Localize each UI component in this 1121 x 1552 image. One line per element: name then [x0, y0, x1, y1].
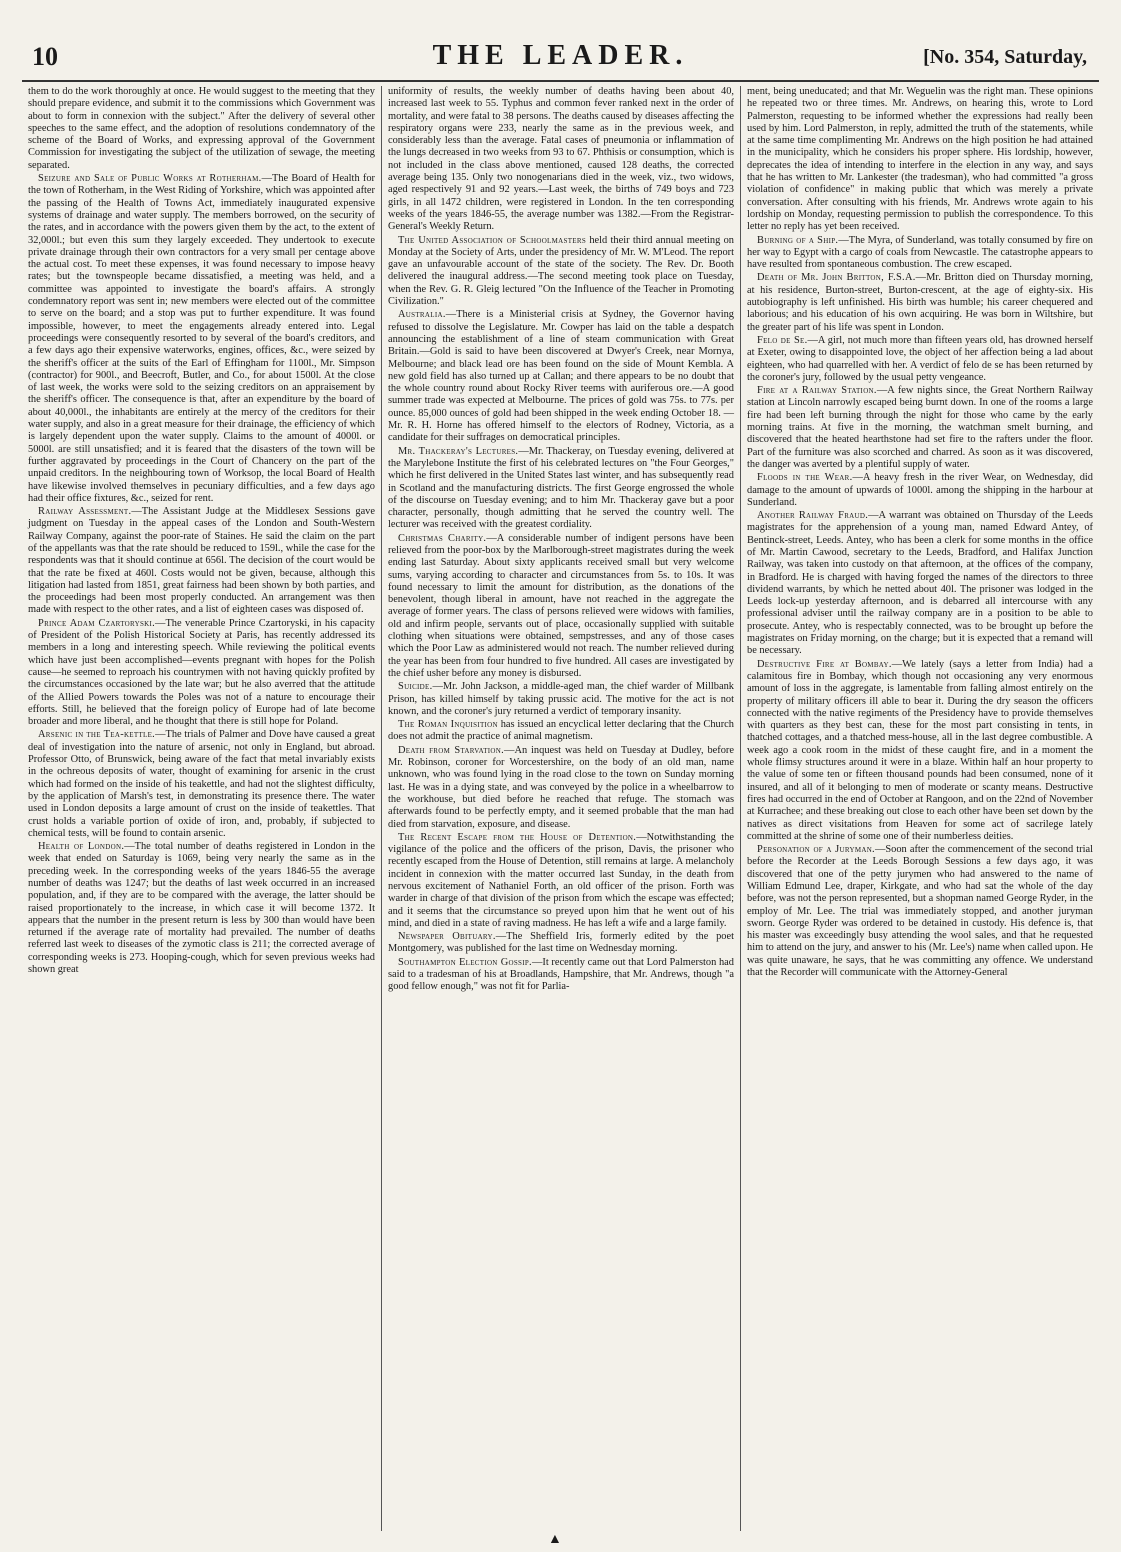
article-paragraph: [28, 618, 375, 729]
article-headline: Another Railway Fraud.: [757, 510, 869, 522]
article-text: —Mr. Thackeray, on Tuesday evening, delivered at the Marylebone Institute the first of his celebrated lectures on "the Four Georges," which he first delivered in the United States last winter, and has subsequently read in Scotland and the manufacturing districts. The first George engrossed the whole of the discourse on Tuesday evening; and to him Mr. Thackeray gave but a poor character, personally, though admitting that he served the country well. The lecturer was received with the greatest cordiality.: [388, 445, 734, 531]
article-text: them to do the work thoroughly at once. He would suggest to the meeting that they should prepare evidence, and submit it to the commissions which Government was about to form in connexion with the subject." After the delivery of several other speeches to the same effect, and the adoption of resolutions condemnatory of the scheme of the Board of Works, and expressing approval of the Government Commission for investigating the subject of the utilization of sewage, the meeting separated.: [28, 86, 375, 171]
article-text: held their third annual meeting on Monday at the Society of Arts, under the presidency of Mr. W. M'Leod. The report gave an unfavourable account of the state of the society. The Rev. Dr. Booth delivered the inaugural address.—The second meeting took place on Tuesday, when the Rev. G. R. Gleig lectured "On the Influence of the Teacher in Promoting Civilization.": [388, 234, 734, 308]
article-text: —The trials of Palmer and Dove have caused a great deal of investigation into the nature of arsenic, not only in England, but abroad. Professor Otto, of Brunswick, being aware of the fact that metal invariably exists in the ochreous deposits of water, thought of examining for arsenic in the crust which had formed on the inside of his teakettle, and had not the slightest difficulty, by the application of Marsh's test, in demonstrating its presence there. The water used in London deposits a large amount of crust on the inside of teakettles. That crust holds a variable portion of oxide of iron, and, probably, if subjected to chemical tests, will be found to contain arsenic.: [28, 729, 376, 839]
article-paragraph: [388, 86, 734, 234]
article-paragraph: [388, 832, 734, 930]
column-3: [740, 86, 1099, 1531]
article-headline: Felo de Se.: [757, 334, 808, 346]
article-headline: Floods in the Wear.: [757, 472, 853, 484]
article-paragraph: [28, 841, 375, 976]
article-headline: Death from Starvation.: [398, 744, 505, 756]
page-number: 10: [32, 42, 58, 71]
issue-number: [No. 354, Saturday,: [923, 46, 1087, 68]
article-headline: Burning of a Ship.: [757, 234, 839, 246]
article-text: —It recently came out that Lord Palmerston had said to a tradesman of his at Broadlands, Hampshire, that Mr. Andrews, though "a good fellow enough," was not fit for Parlia-: [388, 956, 734, 993]
article-paragraph: [388, 745, 734, 831]
article-headline: Prince Adam Czartoryski.: [38, 617, 156, 629]
article-headline: Mr. Thackeray's Lectures.: [398, 445, 519, 457]
article-headline: Newspaper Obituary.: [398, 931, 496, 943]
article-text: —A girl, not much more than fifteen years old, has drowned herself at Exeter, owing to disappointed love, the object of her affection being a lad about eighteen, who had quarrelled with her. A verdict of felo de se has been returned by the coroner's jury, followed by the usual petty vengeance.: [747, 334, 1093, 383]
article-text: —A considerable number of indigent persons have been relieved from the poor-box by the Marlborough-street magistrates during the week ending last Saturday. About sixty applicants received small but very welcome sums, varying according to character and circumstances from 5s. to 10s. It was found necessary to limit the amount for distribution, as the donations of the benevolent, though liberal in amount, have not reached in the aggregate the average of former years. The class of persons relieved were widows with families, old and infirm people, servants out of place, occasionally supplied with suitable clothing when situations were obtained, sempstresses, and any of those cases which the Poor Law as administered would not reach. The number relieved during the year has been from four hundred to five hundred. All cases are investigated by the chief usher before any money is disbursed.: [388, 532, 734, 679]
article-paragraph: [747, 385, 1093, 471]
article-text: —The total number of deaths registered in London in the week that ended on Saturday is 1069, being very nearly the same as in the preceding week. In the corresponding weeks of the years 1846-55 the average number of deaths was 1247; but the deaths of last week occurred in an increased population, and, if they are to be compared with the average, the latter should be raised proportionately to the increase, in which case it will become 1372. It appears that the number in the present return is less by 300 than would have been returned if the average rate of mortality had prevailed. The number of deaths referred last week to diseases of the zymotic class is 211; the corrected average of corresponding weeks is 273. Hooping-cough, which for seven previous weeks had shown great: [28, 841, 375, 976]
article-paragraph: [388, 235, 734, 309]
article-headline: Arsenic in the Tea-kettle.: [38, 729, 156, 741]
article-paragraph: [388, 957, 734, 994]
article-text: —A few nights since, the Great Northern Railway station at Lincoln narrowly escaped being burnt down. In one of the rooms a large fire had been left burning through the night for those who came by the early morning trains. At five in the morning, the watchman smelt burning, and discovered that the heated hearthstone had set fire to the rafters under the floor. Part of the furniture was also scorched and charred. As soon as it was discovered, the danger was averted by a plentiful supply of water.: [747, 385, 1093, 470]
article-text: —The Assistant Judge at the Middlesex Sessions gave judgment on Tuesday in the appeal cases of the London and South-Western Railway Company, against the poor-rate of Staines. He said the claim on the part of the appellants was that the rate should be reduced to 159l., while the case for the respondents was that it should continue at 656l. The decision of the court would be that the rate be fixed at 460l. Costs would not be given, because, although this litigation had lasted from 1851, great fairness had been shown by both parties, and the proceedings had been most properly conducted. An arrangement was then made with respect to the other rates, and a list of eighteen cases was disposed of.: [28, 506, 375, 616]
article-headline: Railway Assessment.: [38, 506, 132, 518]
article-paragraph: [28, 506, 375, 617]
article-headline: The United Association of Schoolmasters: [398, 234, 587, 246]
article-paragraph: [28, 86, 375, 172]
article-headline: Health of London.: [38, 841, 125, 853]
article-paragraph: [747, 235, 1093, 272]
header-rule: [22, 80, 1099, 82]
article-paragraph: [747, 335, 1093, 384]
column-1: [22, 86, 381, 1531]
article-paragraph: [28, 173, 375, 505]
article-paragraph: [747, 510, 1093, 658]
article-headline: Fire at a Railway Station.: [757, 385, 877, 397]
article-text: —A heavy fresh in the river Wear, on Wednesday, did damage to the amount of upwards of 1000l. among the shipping in the harbour at Sunderland.: [747, 472, 1093, 508]
article-text: uniformity of results, the weekly number of deaths having been about 40, increased last week to 55. Typhus and common fever ranked next in the order of mortality, and were fatal to 38 persons. The deaths caused by diseases affecting the respiratory organs were 233, nearly the same as in the previous week, and considerably less than the average. Fatal cases of pneumonia or inflammation of the lungs decreased in two weeks from 93 to 67. Phthisis or consumption, which is not included in the class above mentioned, caused 128 deaths, the corrected average being 135. Only two nonogenarians died in the week, viz., two widows, aged respectively 91 and 92 years.—Last week, the births of 749 boys and 723 girls, in all 1472 children, were registered in London. In the ten corresponding weeks of the years 1846-55, the average number was 1382.—From the Registrar-General's Weekly Return.: [388, 86, 734, 233]
masthead: [22, 38, 1099, 76]
article-paragraph: [388, 533, 734, 681]
article-paragraph: [28, 729, 375, 840]
article-text: —Notwithstanding the vigilance of the police and the officers of the prison, Davis, the prisoner who recently escaped from the House of Detention, still remains at large. A melancholy incident in connexion with the matter occurred last Sunday, in the death from nervous excitement of Nathaniel Forth, an old officer of the prison. Forth was warder in charge of that division of the prison from which the escape was effected; and it seems that the circumstance so preyed upon him that he went out of his mind, and died in a state of raving madness. He has left a wife and a large family.: [388, 831, 734, 929]
article-paragraph: [747, 472, 1093, 509]
article-headline: Personation of a Juryman.: [757, 844, 875, 856]
article-paragraph: [747, 844, 1093, 979]
article-text: ment, being uneducated; and that Mr. Weguelin was the right man. These opinions he repeated two or three times. Mr. Andrews, on hearing this, wrote to Lord Palmerston, requesting to be informed whether the expressions had really been used by him. Lord Palmerston, in reply, admitted the truth of the statements, while at the same time complimenting Mr. Andrews on the high position he had attained in the municipality, which he considers his proper sphere. His lordship, however, deprecates the idea of intending to interfere in the election in any way, and says that he has written to Mr. Lankester (the tradesman), who had committed "a gross violation of confidence" in making public that which was merely a private conversation. After consulting with his friends, Mr. Andrews wrote again to his lordship on Monday, requesting permission to publish the correspondence. To this letter no reply has yet been received.: [747, 86, 1093, 233]
article-text: —The Sheffield Iris, formerly edited by the poet Montgomery, was published for the last time on Wednesday morning.: [388, 931, 735, 955]
article-headline: Destructive Fire at Bombay.: [757, 658, 892, 670]
article-headline: Seizure and Sale of Public Works at Rotherham.: [38, 173, 262, 185]
article-text: —Soon after the commencement of the second trial before the Recorder at the Leeds Borough Sessions a few days ago, it was discovered that one of the petty jurymen who had answered to the name of William Edmund Lee, draper, Kirkgate, and who had sat the whole of the day before, was not the person represented, but a shopman named George Ryder, in the employ of Mr. Lee. The trial was immediately stopped, and another juryman sworn. George Ryder was ordered to be detained in custody. His defence is, that his master was exceedingly busy attending the wool sales, and that he requested him to attend on the jury, and answer to his (Mr. Lee's) name when called upon. He was quite unaware, he says, that he was committing any offence. We understand that the Recorder will communicate with the Attorney-General: [747, 844, 1094, 979]
article-paragraph: [388, 681, 734, 718]
article-text: —Mr. Britton died on Thursday morning, at his residence, Burton-street, Burton-crescent, at the age of eighty-six. His autobiography is left unfinished. His birth was humble; his career chequered and laborious; and his education of his own acquiring. He was born in Wiltshire, but the greater part of his life was spent in London.: [747, 272, 1093, 333]
article-text: —The venerable Prince Czartoryski, in his capacity of President of the Polish Historical Society at Paris, has recently addressed its members in a long and interesting speech. While reviewing the political events which have just been accomplished—events pregnant with hopes for the Polish cause—he seemed to reproach his countrymen with not having quickly profited by the circumstances occasioned by the late war; but he also averred that the attitude of the Allied Powers towards the Poles was not of a nature to encourage their efforts. Still, he believed that the foreign policy of Europe had of late become broader and more liberal, and he thought that there is still hope for Poland.: [28, 617, 376, 728]
article-text: has issued an encyclical letter declaring that the Church does not admit the practice of animal magnetism.: [388, 719, 734, 743]
article-paragraph: [747, 659, 1093, 843]
article-text: —We lately (says a letter from India) had a calamitous fire in Bombay, which though not occasioning any very enormous amount of loss in the aggregate, is lamentable from falling almost entirely on the property of military officers ill able to bear it. During the dry season the officers connected with the native regiments of the Presidency have to provide themselves with quarters as they best can, these for the most part consisting in tents, in thatched cottages, and a thatched mess-house, all in the last degree combustible. A week ago a cook room in the midst of these caught fire, and in a moment the whole flimsy structures around it were in a blaze. Within half an hour property to the value of some ten or fifteen thousand pounds had been consumed, none of it insured, and all of it belonging to men of moderate or scanty means. Destructive fires had occurred in the end of October at Rangoon, and on the 22nd of November at Kurrachee; and these breaking out close to each other have been set down by the natives as direct visitations from Heaven for some act of sacrilege lately committed at the shrine of some one of their numberless deities.: [747, 658, 1093, 842]
article-text: —The Board of Health for the town of Rotherham, in the West Riding of Yorkshire, which was appointed after the passing of the Health of Towns Act, immediately inaugurated expensive systems of drainage and water supply. The members borrowed, on the security of the rates, and in accordance with the powers given them by the act, to the extent of 32,000l.; but even this sum they largely exceeded. They undertook to execute private drainage through their own contractors for a very small per centage above the actual cost. To meet these expenses, it was found necessary to impose heavy rates; but the townspeople became dissatisfied, a meeting was held, and a committee was appointed to investigate the board's affairs. A strongly condemnatory report was sent in; new members were elected out of the committee to serve on the board; and a stop was put to further expenditure. It was found impossible, however, to meet the engagements already entered into. Legal proceedings were consequently resorted to by several of the board's creditors, and a few days ago their expensive waterworks, engines, offices, &c., were seized by the sheriff's officer at the suits of the Earl of Effingham for 1100l., Mr. Simpson (contractor) for 900l., and Beecroft, Butler, and Co., for about 1500l. At the close of last week, the works were sold to the seizing creditors on an appraisement by the sheriff's officer. The consequence is that, after an expenditure by the board of about 40,000l., the inhabitants are entirely at the mercy of the creditors for their water supply, and also in a great measure for their drainage, the efficiency of which is largely dependent upon the water supply. Claims to the amount of 4000l. or 5000l. are still unsatisfied; and it is feared that the disasters of the town will be further aggravated by proceedings in the Court of Chancery on the part of the unpaid creditors. In the neighbouring town of Worksop, the local Board of Health have likewise involved themselves in pecuniary difficulties, and a few days ago had their office fixtures, &c., seized for rent.: [28, 173, 376, 504]
article-paragraph: [747, 86, 1093, 234]
article-paragraph: [388, 446, 734, 532]
article-paragraph: [388, 719, 734, 744]
newspaper-title: THE LEADER.: [432, 40, 689, 71]
article-headline: Southampton Election Gossip.: [398, 956, 532, 968]
article-text: —An inquest was held on Tuesday at Dudley, before Mr. Robinson, coroner for Worcestershire, on the body of an old man, name unknown, who was found lying in the road close to the town on Sunday morning last. He was in a dying state, and was conveyed by the police in a wheelbarrow to the workhouse, but died before he reached that refuge. The stomach was afterwards found to be perfectly empty, and it seemed probable that the man had died from starvation, exposure, and disease.: [388, 744, 734, 830]
article-paragraph: [388, 931, 734, 956]
article-text: —The Myra, of Sunderland, was totally consumed by fire on her way to Egypt with a cargo of coals from Newcastle. The catastrophe appears to have resulted from spontaneous combustion. The crew escaped.: [747, 234, 1093, 271]
article-headline: Christmas Charity.: [398, 532, 487, 544]
article-columns: [22, 86, 1100, 1531]
article-headline: Suicide.: [398, 681, 433, 693]
article-headline: The Recent Escape from the House of Detention.: [398, 831, 637, 843]
article-paragraph: [747, 272, 1093, 333]
article-headline: Death of Mr. John Britton, F.S.A.: [757, 272, 916, 284]
article-headline: Australia.: [398, 309, 446, 321]
column-2: [381, 86, 740, 1531]
article-headline: The Roman Inquisition: [398, 719, 498, 731]
page-footer-mark: ▲: [548, 1532, 562, 1547]
article-text: —Mr. John Jackson, a middle-aged man, the chief warder of Millbank Prison, has killed himself by taking prussic acid. The motive for the act is not known, and the coroner's jury returned a verdict of temporary insanity.: [388, 681, 734, 717]
article-text: —A warrant was obtained on Thursday of the Leeds magistrates for the apprehension of a young man, named Edward Antey, of Bentinck-street, Leeds. Antey, who has been a clerk for some months in the office of Mr. Martin Cawood, secretary to the Leeds, Bradford, and Halifax Junction Railway, was taken into custody on that afternoon, at the offices of the company, in Bradford. He is charged with having forged the names of the directors to three dividend warrants, by which he netted about 40l. The prisoner was lodged in the Leeds lock-up yesterday afternoon, and is debarred all intercourse with any professional adviser until the railway company are in a position to be able to prosecute. Antey, who is respectably connected, was to be brought up before the magistrates on Friday morning, on the charge; but it is expected that a remand will be necessary.: [747, 510, 1093, 657]
article-paragraph: [388, 309, 734, 444]
article-text: —There is a Ministerial crisis at Sydney, the Governor having refused to dissolve the Legislature. Mr. Cowper has laid on the table a despatch announcing the establishment of a line of steam communication with Great Britain.—Gold is said to have been discovered at Dwyer's Creek, near Mornya, Melbourne; and black lead ore has been found on the side of Mount Kembla. A new gold field has also turned up at Callan; and there appears to be no doubt that the whole country round about Rocky River teems with auriferous ore.—A good summer trade was expected at Melbourne. The prices of gold was 75s. to 77s. per ounce. 85,000 ounces of gold had been shipped in the week ending October 18. —Mr. R. H. Horne has offered himself to the electors of Rodney, Victoria, as a candidate for their suffrages on democratical principles.: [388, 309, 734, 444]
